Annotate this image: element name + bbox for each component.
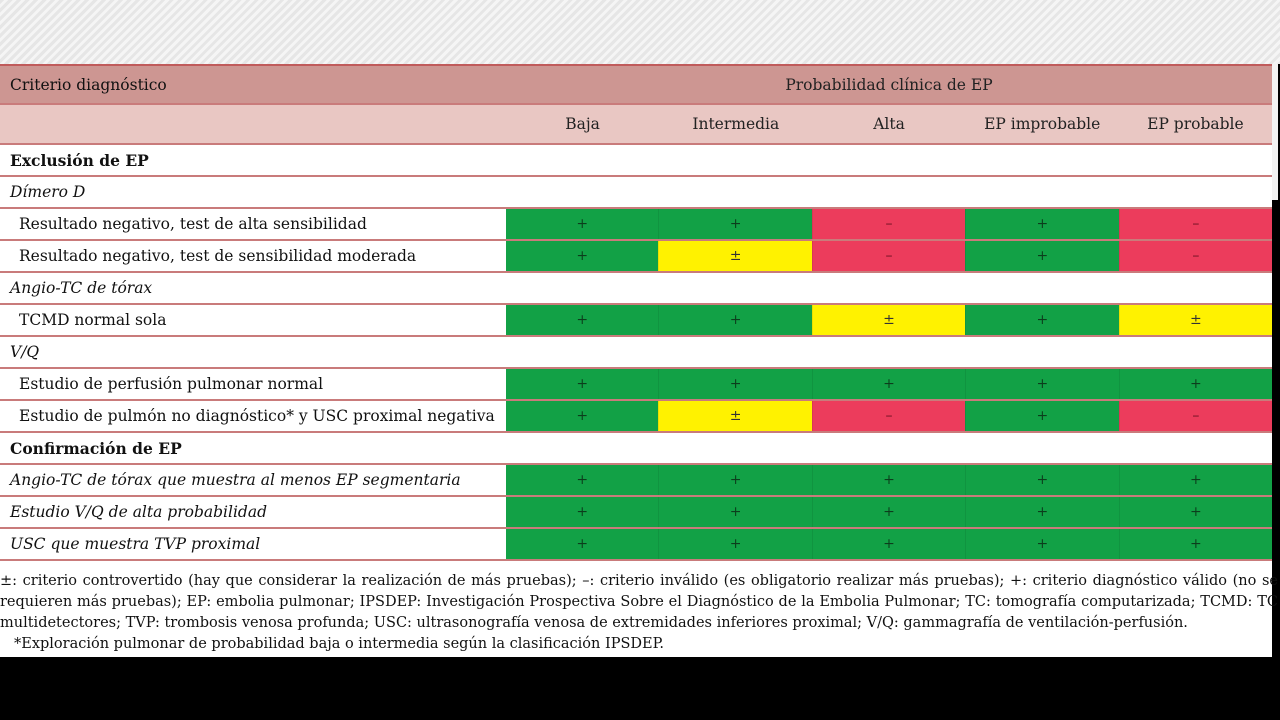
- footnote-note: *Exploración pulmonar de probabilidad baja o intermedia según la clasificación IPSDEP.: [14, 636, 665, 652]
- row-cell: +: [506, 497, 658, 527]
- row-cell: +: [506, 369, 658, 399]
- table-row: [0, 401, 1272, 433]
- row-cell: ±: [1119, 305, 1272, 335]
- row-label: Confirmación de EP: [10, 438, 182, 458]
- probabilidad-header: Probabilidad clínica de EP: [785, 75, 993, 94]
- row-label: TCMD normal sola: [19, 311, 167, 329]
- row-label: Dímero D: [10, 183, 86, 201]
- row-cell: +: [965, 401, 1118, 431]
- row-cell: +: [812, 369, 965, 399]
- row-cell: +: [965, 209, 1118, 239]
- striped-background: [0, 0, 1280, 64]
- table-row: [0, 145, 1272, 177]
- row-label: USC que muestra TVP proximal: [10, 535, 261, 553]
- row-label: Angio-TC de tórax que muestra al menos EP segmentaria: [10, 471, 461, 489]
- row-cell: –: [812, 401, 965, 431]
- table-row: [0, 273, 1272, 305]
- row-cell: +: [506, 305, 658, 335]
- column-header-ep-probable: EP probable: [1147, 115, 1244, 133]
- table-row: [0, 369, 1272, 401]
- table-footnote: [0, 571, 1278, 655]
- row-cell: –: [1119, 401, 1272, 431]
- row-cell: ±: [658, 241, 811, 271]
- criterio-header: Criterio diagnóstico: [10, 75, 167, 94]
- table-header-row-2: [0, 105, 1272, 145]
- row-cell: –: [812, 241, 965, 271]
- row-cell: +: [965, 305, 1118, 335]
- row-cell: +: [506, 465, 658, 495]
- row-cell: +: [812, 529, 965, 559]
- row-label: Resultado negativo, test de sensibilidad moderada: [19, 247, 417, 265]
- column-header-ep-improbable: EP improbable: [984, 115, 1101, 133]
- table-row: [0, 209, 1272, 241]
- row-cell: +: [506, 401, 658, 431]
- column-header-alta: Alta: [873, 115, 905, 133]
- table-row: [0, 241, 1272, 273]
- row-label: Angio-TC de tórax: [10, 279, 153, 297]
- row-cell: +: [965, 369, 1118, 399]
- row-cell: +: [506, 529, 658, 559]
- row-cell: +: [658, 497, 811, 527]
- row-cell: +: [658, 305, 811, 335]
- row-label: Estudio de pulmón no diagnóstico* y USC proximal negativa: [19, 407, 495, 425]
- table-row: [0, 305, 1272, 337]
- table-row: [0, 465, 1272, 497]
- table-header-row-1: [0, 64, 1272, 105]
- row-cell: +: [1119, 497, 1272, 527]
- row-cell: +: [1119, 369, 1272, 399]
- row-cell: +: [1119, 465, 1272, 495]
- row-cell: +: [658, 209, 811, 239]
- row-cell: +: [658, 529, 811, 559]
- row-cell: –: [812, 209, 965, 239]
- row-cell: +: [1119, 529, 1272, 559]
- criterio-header-blank: [0, 105, 506, 143]
- row-cell: +: [965, 497, 1118, 527]
- row-cell: –: [1119, 209, 1272, 239]
- column-header-baja: Baja: [565, 115, 600, 133]
- row-label: Exclusión de EP: [10, 150, 149, 170]
- row-cell: +: [965, 529, 1118, 559]
- row-cell: +: [658, 369, 811, 399]
- right-edge-strip: [1272, 64, 1278, 200]
- row-label: V/Q: [10, 343, 40, 361]
- row-cell: ±: [812, 305, 965, 335]
- table-body: [0, 145, 1272, 561]
- column-header-intermedia: Intermedia: [692, 115, 780, 133]
- row-cell: +: [965, 465, 1118, 495]
- table-row: [0, 497, 1272, 529]
- row-cell: +: [506, 241, 658, 271]
- table-row: [0, 529, 1272, 561]
- table-row: [0, 337, 1272, 369]
- row-label: Estudio de perfusión pulmonar normal: [19, 375, 324, 393]
- row-label: Resultado negativo, test de alta sensibilidad: [19, 215, 367, 233]
- row-cell: +: [812, 497, 965, 527]
- row-cell: +: [812, 465, 965, 495]
- row-cell: +: [506, 209, 658, 239]
- row-label: Estudio V/Q de alta probabilidad: [10, 503, 267, 521]
- row-cell: +: [658, 465, 811, 495]
- diagnostic-criteria-table: [0, 64, 1272, 561]
- row-cell: +: [965, 241, 1118, 271]
- table-row: [0, 177, 1272, 209]
- table-row: [0, 433, 1272, 465]
- row-cell: ±: [658, 401, 811, 431]
- row-cell: –: [1119, 241, 1272, 271]
- footnote-abbreviations: ±: criterio controvertido (hay que considerar la realización de más pruebas); –: criterio inválido (es obligatorio realizar más pruebas); +: criterio diagnóstico válido (no se requieren más pruebas); EP: embolia pulmonar; IPSDEP: Investigación Prospectiva Sobre el Diagnóstico de la Embolia Pulmonar; TC: tomografía computarizada; TCMD: TC multidetectores; TVP: trombosis venosa profunda; USC: ultrasonografía venosa de extremidades inferiores proximal; V/Q: gammagrafía de ventilación-perfusión.: [0, 573, 1278, 631]
